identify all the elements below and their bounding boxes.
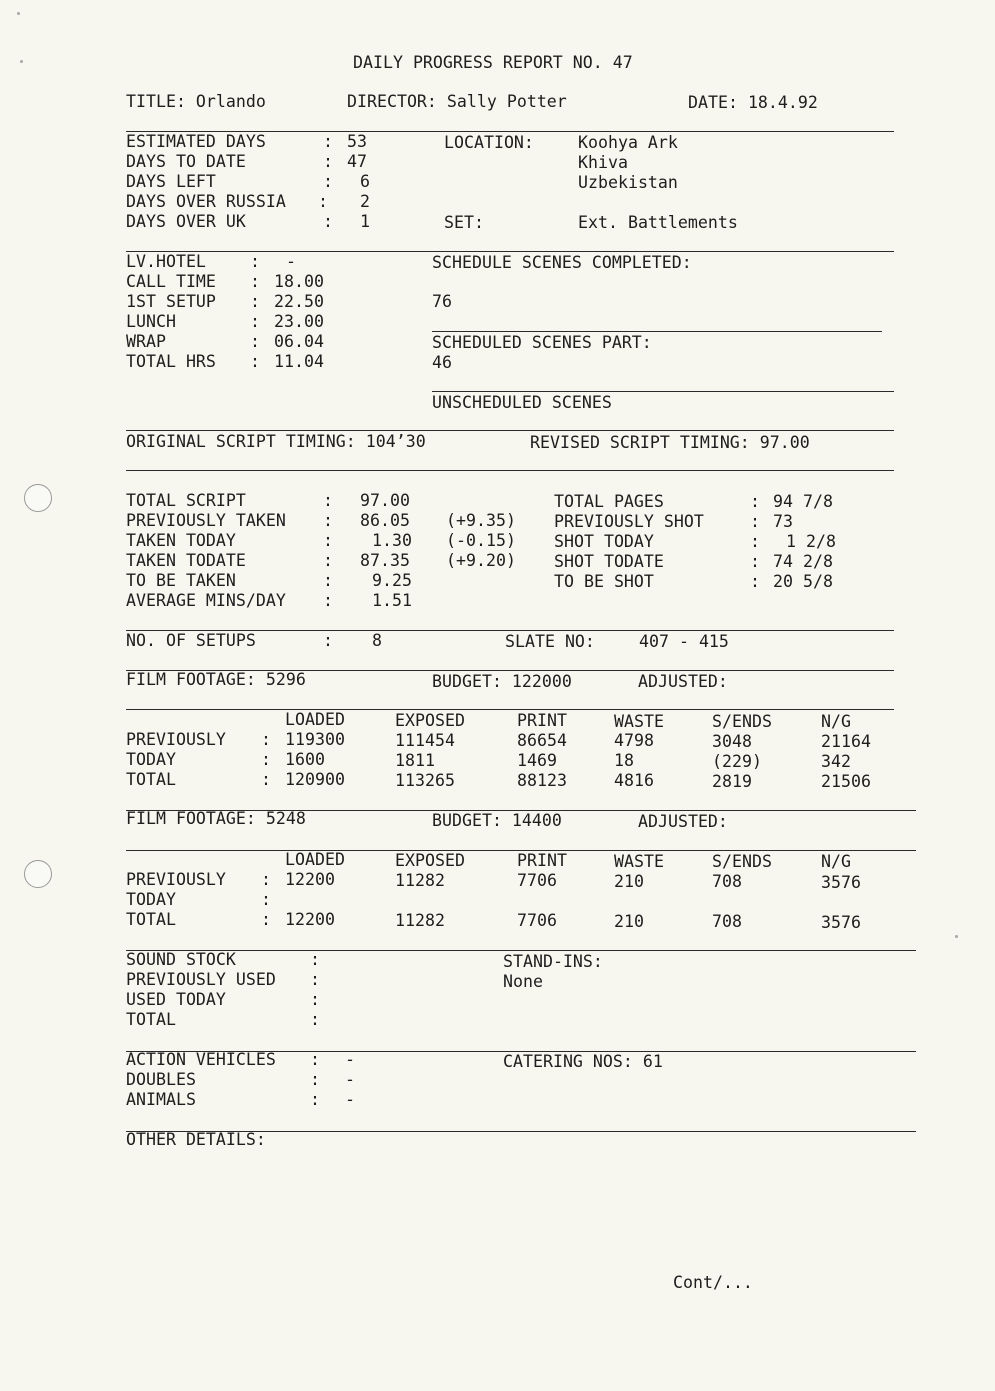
row-colon: : [261, 770, 271, 789]
pages-colon: : [750, 532, 760, 551]
row-colon: : [261, 750, 271, 769]
cell-ng: 21506 [821, 772, 871, 791]
pages-label: TOTAL PAGES [554, 492, 664, 511]
sound-colon: : [310, 1010, 320, 1029]
time-label: 1ST SETUP [126, 292, 216, 311]
catering-numbers: CATERING NOS: 61 [503, 1052, 663, 1071]
sound-colon: : [310, 990, 320, 1009]
paper-speck [20, 60, 23, 63]
budget-1: BUDGET: 122000 [432, 672, 572, 691]
scenes-part-value: 46 [432, 353, 452, 372]
cell-waste: 210 [614, 912, 644, 931]
scenes-part-label: SCHEDULED SCENES PART: [432, 333, 652, 352]
days-value: 53 [347, 132, 367, 151]
pages-value: 74 2/8 [773, 552, 833, 571]
script-label: TOTAL SCRIPT [126, 491, 246, 510]
time-label: TOTAL HRS [126, 352, 216, 371]
time-colon: : [250, 312, 260, 331]
script-label: TAKEN TODAY [126, 531, 236, 550]
script-label: TAKEN TODATE [126, 551, 246, 570]
vehicles-colon: : [310, 1050, 320, 1069]
cell-print: 7706 [517, 871, 557, 890]
column-header: EXPOSED [395, 711, 465, 730]
revised-script-timing: REVISED SCRIPT TIMING: 97.00 [530, 433, 810, 452]
sound-label: SOUND STOCK [126, 950, 236, 969]
stand-ins-value: None [503, 972, 543, 991]
cell-loaded: 1600 [285, 750, 325, 769]
divider [126, 950, 916, 951]
time-colon: : [250, 252, 260, 271]
cell-exposed: 11282 [395, 871, 445, 890]
divider [126, 430, 894, 431]
days-value: 2 [360, 192, 370, 211]
set-value: Ext. Battlements [578, 213, 738, 232]
row-label: TODAY [126, 750, 176, 769]
cell-ng: 3576 [821, 913, 861, 932]
column-header: PRINT [517, 851, 567, 870]
days-label: DAYS OVER RUSSIA [126, 192, 286, 211]
cell-waste: 4798 [614, 731, 654, 750]
vehicles-value: - [345, 1050, 355, 1069]
column-header: S/ENDS [712, 852, 772, 871]
row-colon: : [261, 870, 271, 889]
cell-exposed: 113265 [395, 771, 455, 790]
cell-ng: 3576 [821, 873, 861, 892]
time-label: LUNCH [126, 312, 176, 331]
scenes-completed-label: SCHEDULE SCENES COMPLETED: [432, 253, 692, 272]
vehicles-value: - [345, 1070, 355, 1089]
cell-waste: 18 [614, 751, 634, 770]
pages-value: 73 [773, 512, 793, 531]
days-colon: : [323, 132, 333, 151]
row-label: PREVIOUSLY [126, 870, 226, 889]
cell-print: 88123 [517, 771, 567, 790]
time-value: 11.04 [274, 352, 324, 371]
days-value: 6 [360, 172, 370, 191]
time-label: WRAP [126, 332, 166, 351]
production-title: TITLE: Orlando [126, 92, 266, 111]
script-label: AVERAGE MINS/DAY [126, 591, 286, 610]
cell-exposed: 11282 [395, 911, 445, 930]
cell-waste: 4816 [614, 771, 654, 790]
pages-colon: : [750, 512, 760, 531]
time-colon: : [250, 332, 260, 351]
time-value: 06.04 [274, 332, 324, 351]
days-colon: : [323, 152, 333, 171]
budget-2: BUDGET: 14400 [432, 811, 562, 830]
script-value: 1.30 [372, 531, 412, 550]
script-colon: : [323, 531, 333, 550]
script-value: 9.25 [372, 571, 412, 590]
slate-value: 407 - 415 [639, 632, 729, 651]
row-colon: : [261, 910, 271, 929]
pages-label: SHOT TODAY [554, 532, 654, 551]
report-title: DAILY PROGRESS REPORT NO. 47 [353, 53, 633, 72]
location-line: Koohya Ark [578, 133, 678, 152]
punch-hole-bottom [24, 860, 52, 888]
pages-label: SHOT TODATE [554, 552, 664, 571]
report-date: DATE: 18.4.92 [688, 93, 818, 112]
time-colon: : [250, 272, 260, 291]
director: DIRECTOR: Sally Potter [347, 92, 567, 111]
column-header: LOADED [285, 850, 345, 869]
location-line: Khiva [578, 153, 628, 172]
divider [432, 391, 894, 392]
cell-waste: 210 [614, 872, 644, 891]
script-value: 1.51 [372, 591, 412, 610]
stand-ins-label: STAND-INS: [503, 952, 603, 971]
days-value: 47 [347, 152, 367, 171]
days-label: DAYS LEFT [126, 172, 216, 191]
setups-label: NO. OF SETUPS [126, 631, 256, 650]
vehicles-colon: : [310, 1090, 320, 1109]
days-label: DAYS TO DATE [126, 152, 246, 171]
sound-label: USED TODAY [126, 990, 226, 1009]
column-header: LOADED [285, 710, 345, 729]
days-colon: : [318, 192, 328, 211]
column-header: EXPOSED [395, 851, 465, 870]
setups-colon: : [323, 631, 333, 650]
cell-loaded: 120900 [285, 770, 345, 789]
pages-label: PREVIOUSLY SHOT [554, 512, 704, 531]
row-colon: : [261, 890, 271, 909]
days-colon: : [323, 172, 333, 191]
adjusted-2: ADJUSTED: [638, 812, 728, 831]
cell-s-ends: 708 [712, 872, 742, 891]
location-label: LOCATION: [444, 133, 534, 152]
script-colon: : [323, 491, 333, 510]
row-label: PREVIOUSLY [126, 730, 226, 749]
pages-value: 20 5/8 [773, 572, 833, 591]
vehicles-label: DOUBLES [126, 1070, 196, 1089]
vehicles-value: - [345, 1090, 355, 1109]
days-value: 1 [360, 212, 370, 231]
cell-loaded: 119300 [285, 730, 345, 749]
time-colon: : [250, 292, 260, 311]
cell-exposed: 1811 [395, 751, 435, 770]
sound-label: PREVIOUSLY USED [126, 970, 276, 989]
script-delta: (-0.15) [446, 531, 516, 550]
vehicles-label: ACTION VEHICLES [126, 1050, 276, 1069]
cell-ng: 21164 [821, 732, 871, 751]
cell-s-ends: 2819 [712, 772, 752, 791]
sound-colon: : [310, 950, 320, 969]
pages-value: 1 2/8 [786, 532, 836, 551]
slate-label: SLATE NO: [505, 632, 595, 651]
days-label: ESTIMATED DAYS [126, 132, 266, 151]
sound-colon: : [310, 970, 320, 989]
pages-colon: : [750, 572, 760, 591]
pages-value: 94 7/8 [773, 492, 833, 511]
script-colon: : [323, 551, 333, 570]
other-details-label: OTHER DETAILS: [126, 1130, 266, 1149]
cell-exposed: 111454 [395, 731, 455, 750]
row-label: TODAY [126, 890, 176, 909]
days-colon: : [323, 212, 333, 231]
location-line: Uzbekistan [578, 173, 678, 192]
cell-print: 1469 [517, 751, 557, 770]
script-label: PREVIOUSLY TAKEN [126, 511, 286, 530]
column-header: WASTE [614, 852, 664, 871]
row-colon: : [261, 730, 271, 749]
cell-ng: 342 [821, 752, 851, 771]
adjusted-1: ADJUSTED: [638, 672, 728, 691]
vehicles-label: ANIMALS [126, 1090, 196, 1109]
punch-hole-top [24, 484, 52, 512]
script-colon: : [323, 591, 333, 610]
time-value: 18.00 [274, 272, 324, 291]
cell-s-ends: (229) [712, 752, 762, 771]
column-header: PRINT [517, 711, 567, 730]
cell-print: 7706 [517, 911, 557, 930]
scenes-completed-value: 76 [432, 292, 452, 311]
column-header: WASTE [614, 712, 664, 731]
time-colon: : [250, 352, 260, 371]
time-value: 22.50 [274, 292, 324, 311]
pages-label: TO BE SHOT [554, 572, 654, 591]
cell-loaded: 12200 [285, 870, 335, 889]
pages-colon: : [750, 552, 760, 571]
paper-speck [955, 935, 958, 938]
divider [126, 709, 894, 710]
original-script-timing: ORIGINAL SCRIPT TIMING: 104’30 [126, 432, 426, 451]
row-label: TOTAL [126, 910, 176, 929]
divider [432, 331, 882, 332]
days-label: DAYS OVER UK [126, 212, 246, 231]
script-colon: : [323, 571, 333, 590]
time-label: LV.HOTEL [126, 252, 206, 271]
column-header: N/G [821, 712, 851, 731]
script-delta: (+9.35) [446, 511, 516, 530]
column-header: N/G [821, 852, 851, 871]
script-delta: (+9.20) [446, 551, 516, 570]
script-label: TO BE TAKEN [126, 571, 236, 590]
script-colon: : [323, 511, 333, 530]
unscheduled-scenes-label: UNSCHEDULED SCENES [432, 393, 612, 412]
column-header: S/ENDS [712, 712, 772, 731]
cell-loaded: 12200 [285, 910, 335, 929]
time-value: 23.00 [274, 312, 324, 331]
script-value: 87.35 [360, 551, 410, 570]
continued-note: Cont/... [673, 1273, 753, 1292]
film-footage-1: FILM FOOTAGE: 5296 [126, 670, 306, 689]
script-value: 97.00 [360, 491, 410, 510]
divider [126, 251, 894, 252]
time-value: - [286, 252, 296, 271]
cell-s-ends: 3048 [712, 732, 752, 751]
set-label: SET: [444, 213, 484, 232]
film-footage-2: FILM FOOTAGE: 5248 [126, 809, 306, 828]
setups-value: 8 [372, 631, 382, 650]
pages-colon: : [750, 492, 760, 511]
sound-label: TOTAL [126, 1010, 176, 1029]
divider [126, 470, 894, 471]
cell-print: 86654 [517, 731, 567, 750]
time-label: CALL TIME [126, 272, 216, 291]
cell-s-ends: 708 [712, 912, 742, 931]
row-label: TOTAL [126, 770, 176, 789]
paper-speck [17, 12, 20, 15]
script-value: 86.05 [360, 511, 410, 530]
vehicles-colon: : [310, 1070, 320, 1089]
